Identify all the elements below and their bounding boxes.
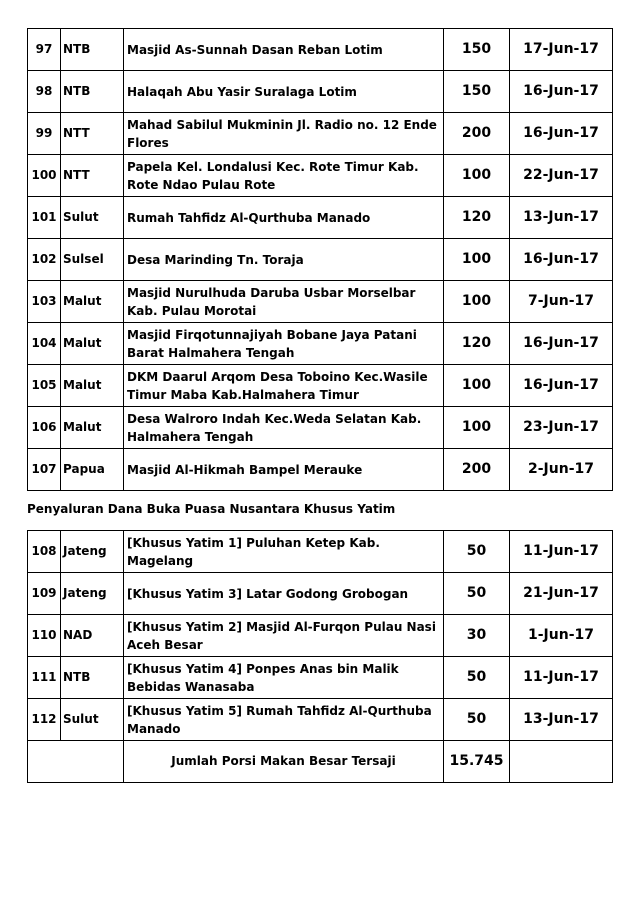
date-cell: 21-Jun-17 (510, 573, 613, 615)
row-number: 104 (28, 323, 61, 365)
table-row (28, 615, 613, 657)
table-row (28, 281, 613, 323)
date-cell: 16-Jun-17 (510, 71, 613, 113)
date-cell: 23-Jun-17 (510, 407, 613, 449)
orphan-distribution-table (27, 530, 613, 783)
portion-cell: 150 (444, 29, 510, 71)
date-cell: 13-Jun-17 (510, 699, 613, 741)
row-number: 111 (28, 657, 61, 699)
table-row (28, 531, 613, 573)
date-cell: 22-Jun-17 (510, 155, 613, 197)
location-cell: Masjid Firqotunnajiyah Bobane Jaya Patani Barat Halmahera Tengah (124, 323, 444, 365)
row-number: 110 (28, 615, 61, 657)
total-empty-cell (28, 741, 124, 783)
portion-cell: 100 (444, 365, 510, 407)
portion-cell: 50 (444, 531, 510, 573)
province-cell: Malut (61, 407, 124, 449)
date-cell: 13-Jun-17 (510, 197, 613, 239)
row-number: 108 (28, 531, 61, 573)
location-cell: Halaqah Abu Yasir Suralaga Lotim (124, 71, 444, 113)
table-row (28, 365, 613, 407)
portion-cell: 50 (444, 573, 510, 615)
location-cell: [Khusus Yatim 5] Rumah Tahfidz Al-Qurthuba Manado (124, 699, 444, 741)
province-cell: Papua (61, 449, 124, 491)
distribution-table-body (28, 29, 613, 491)
province-cell: Malut (61, 323, 124, 365)
portion-cell: 120 (444, 197, 510, 239)
location-cell: Desa Marinding Tn. Toraja (124, 239, 444, 281)
date-cell: 16-Jun-17 (510, 239, 613, 281)
table-row (28, 657, 613, 699)
portion-cell: 200 (444, 113, 510, 155)
date-cell: 11-Jun-17 (510, 531, 613, 573)
province-cell: NTT (61, 113, 124, 155)
total-row (28, 741, 613, 783)
row-number: 109 (28, 573, 61, 615)
location-cell: Rumah Tahfidz Al-Qurthuba Manado (124, 197, 444, 239)
portion-cell: 200 (444, 449, 510, 491)
province-cell: Jateng (61, 573, 124, 615)
location-cell: [Khusus Yatim 1] Puluhan Ketep Kab. Magelang (124, 531, 444, 573)
table-row (28, 155, 613, 197)
province-cell: NTT (61, 155, 124, 197)
row-number: 112 (28, 699, 61, 741)
portion-cell: 100 (444, 155, 510, 197)
portion-cell: 100 (444, 239, 510, 281)
row-number: 97 (28, 29, 61, 71)
portion-cell: 50 (444, 657, 510, 699)
portion-cell: 120 (444, 323, 510, 365)
location-cell: Mahad Sabilul Mukminin Jl. Radio no. 12 Ende Flores (124, 113, 444, 155)
location-cell: DKM Daarul Arqom Desa Toboino Kec.Wasile Timur Maba Kab.Halmahera Timur (124, 365, 444, 407)
location-cell: Papela Kel. Londalusi Kec. Rote Timur Kab. Rote Ndao Pulau Rote (124, 155, 444, 197)
province-cell: Jateng (61, 531, 124, 573)
province-cell: Sulut (61, 699, 124, 741)
table-row (28, 699, 613, 741)
table-row (28, 407, 613, 449)
portion-cell: 30 (444, 615, 510, 657)
location-cell: Masjid As-Sunnah Dasan Reban Lotim (124, 29, 444, 71)
date-cell: 16-Jun-17 (510, 323, 613, 365)
table-row (28, 71, 613, 113)
province-cell: Sulsel (61, 239, 124, 281)
portion-cell: 150 (444, 71, 510, 113)
province-cell: NAD (61, 615, 124, 657)
location-cell: Masjid Nurulhuda Daruba Usbar Morselbar Kab. Pulau Morotai (124, 281, 444, 323)
table-row (28, 113, 613, 155)
date-cell: 17-Jun-17 (510, 29, 613, 71)
row-number: 105 (28, 365, 61, 407)
province-cell: Malut (61, 365, 124, 407)
row-number: 107 (28, 449, 61, 491)
province-cell: NTB (61, 29, 124, 71)
province-cell: NTB (61, 657, 124, 699)
date-cell: 11-Jun-17 (510, 657, 613, 699)
date-cell: 16-Jun-17 (510, 365, 613, 407)
date-cell: 16-Jun-17 (510, 113, 613, 155)
location-cell: [Khusus Yatim 2] Masjid Al-Furqon Pulau Nasi Aceh Besar (124, 615, 444, 657)
table-row (28, 197, 613, 239)
province-cell: Sulut (61, 197, 124, 239)
table-row (28, 29, 613, 71)
portion-cell: 50 (444, 699, 510, 741)
location-cell: Masjid Al-Hikmah Bampel Merauke (124, 449, 444, 491)
row-number: 102 (28, 239, 61, 281)
table-row (28, 449, 613, 491)
province-cell: NTB (61, 71, 124, 113)
distribution-table (27, 28, 613, 491)
row-number: 100 (28, 155, 61, 197)
total-date-empty-cell (510, 741, 613, 783)
table-row (28, 573, 613, 615)
date-cell: 2-Jun-17 (510, 449, 613, 491)
row-number: 98 (28, 71, 61, 113)
date-cell: 7-Jun-17 (510, 281, 613, 323)
table-row (28, 323, 613, 365)
location-cell: Desa Walroro Indah Kec.Weda Selatan Kab. Halmahera Tengah (124, 407, 444, 449)
row-number: 99 (28, 113, 61, 155)
total-label: Jumlah Porsi Makan Besar Tersaji (124, 741, 444, 783)
section-heading: Penyaluran Dana Buka Puasa Nusantara Khusus Yatim (27, 502, 396, 516)
portion-cell: 100 (444, 407, 510, 449)
orphan-distribution-table-body (28, 531, 613, 783)
location-cell: [Khusus Yatim 4] Ponpes Anas bin Malik Bebidas Wanasaba (124, 657, 444, 699)
row-number: 101 (28, 197, 61, 239)
province-cell: Malut (61, 281, 124, 323)
table-row (28, 239, 613, 281)
date-cell: 1-Jun-17 (510, 615, 613, 657)
location-cell: [Khusus Yatim 3] Latar Godong Grobogan (124, 573, 444, 615)
total-value: 15.745 (444, 741, 510, 783)
portion-cell: 100 (444, 281, 510, 323)
row-number: 106 (28, 407, 61, 449)
row-number: 103 (28, 281, 61, 323)
